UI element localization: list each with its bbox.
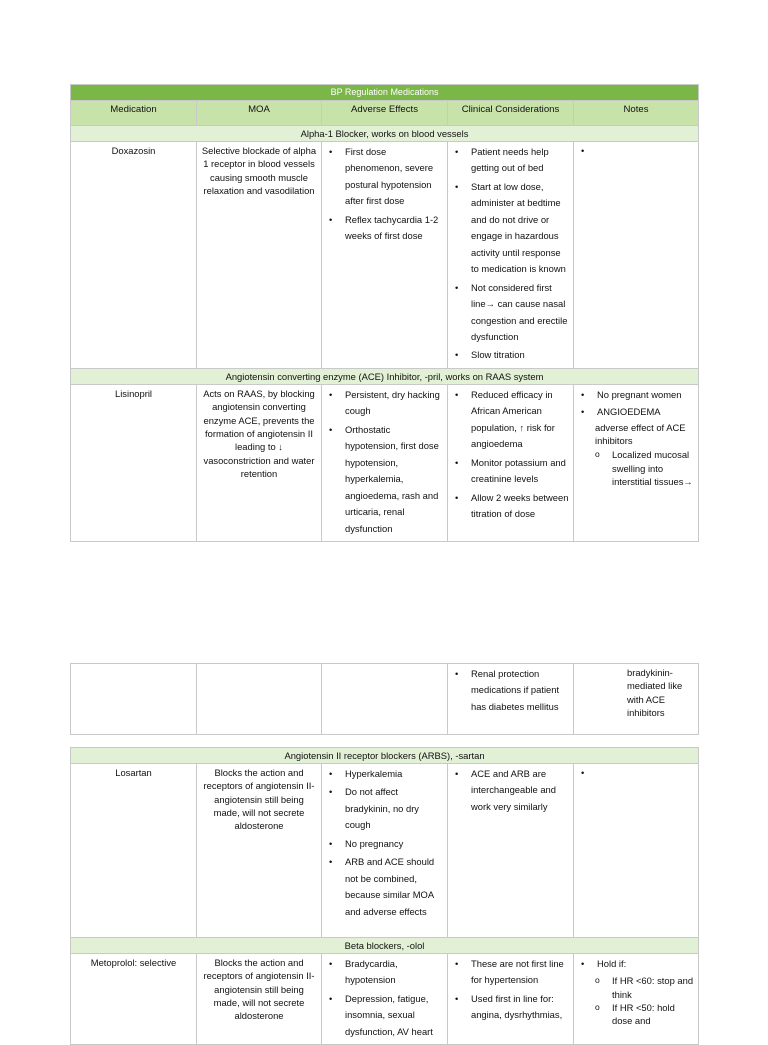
- adverse-item: • Depression, fatigue, insomnia, sexual dysfunction, AV heart: [326, 991, 443, 1040]
- clinical-item: • Used first in line for: angina, dysrhythmias,: [452, 991, 569, 1024]
- clinical-losartan: [448, 764, 574, 938]
- notes-item: [578, 144, 694, 157]
- medications-table-page-1: [70, 84, 699, 542]
- notes-metoprolol: [574, 954, 699, 1045]
- section-arb: Angiotensin II receptor blockers (ARBS), -sartan: [71, 748, 699, 764]
- notes-subitem: o If HR <60: stop and think: [578, 974, 694, 1001]
- adverse-item: • Orthostatic hypotension, first dose hypotension, hyperkalemia, angioedema, rash and urticaria, renal dysfunction: [326, 422, 443, 537]
- moa-continued: [197, 664, 322, 735]
- notes-angioedema-label: ANGIOEDEMA: [597, 406, 661, 418]
- adverse-doxazosin: [322, 142, 448, 369]
- adverse-item: • Persistent, dry hacking cough: [326, 387, 443, 420]
- table-row-doxazosin: [71, 142, 699, 369]
- clinical-item: • Patient needs help getting out of bed: [452, 144, 569, 177]
- notes-continued: [574, 664, 699, 735]
- notes-lisinopril: [574, 384, 699, 541]
- notes-angioedema-detail: adverse effect of ACE inhibitors: [595, 421, 686, 447]
- medication-losartan: Losartan: [71, 764, 197, 938]
- clinical-item: • ACE and ARB are interchangeable and work very similarly: [452, 766, 569, 815]
- adverse-item: • ARB and ACE should not be combined, because similar MOA and adverse effects: [326, 854, 443, 920]
- table-row-lisinopril: [71, 384, 699, 541]
- notes-doxazosin: [574, 142, 699, 369]
- clinical-item: • Monitor potassium and creatinine levels: [452, 455, 569, 488]
- adverse-item: • No pregnancy: [326, 836, 443, 852]
- section-beta-blockers: Beta blockers, -olol: [71, 938, 699, 954]
- clinical-item: • Not considered first line→ can cause nasal congestion and erectile dysfunction: [452, 280, 569, 346]
- notes-subitem: o If HR <50: hold dose and: [578, 1001, 694, 1028]
- medications-table-continued: [70, 663, 699, 735]
- header-notes: Notes: [574, 101, 699, 126]
- adverse-item: • Do not affect bradykinin, no dry cough: [326, 784, 443, 833]
- section-alpha-blocker: Alpha-1 Blocker, works on blood vessels: [71, 126, 699, 142]
- moa-lisinopril: Acts on RAAS, by blocking angiotensin converting enzyme ACE, prevents the formation of angiotensin II leading to ↓ vasoconstriction and water retention: [197, 384, 322, 541]
- table-row-metoprolol: [71, 954, 699, 1045]
- notes-item-angioedema: [578, 405, 694, 418]
- clinical-item: • Allow 2 weeks between titration of dose: [452, 490, 569, 523]
- header-medication: Medication: [71, 101, 197, 126]
- header-adverse-effects: Adverse Effects: [322, 101, 448, 126]
- clinical-item: • Renal protection medications if patient has diabetes mellitus: [452, 666, 569, 715]
- clinical-metoprolol: [448, 954, 574, 1045]
- clinical-lisinopril: [448, 384, 574, 541]
- medication-doxazosin: Doxazosin: [71, 142, 197, 369]
- clinical-doxazosin: [448, 142, 574, 369]
- adverse-item: • First dose phenomenon, severe postural hypotension after first dose: [326, 144, 443, 210]
- clinical-item: • Reduced efficacy in African American population, ↑ risk for angioedema: [452, 387, 569, 453]
- adverse-item: • Hyperkalemia: [326, 766, 443, 782]
- notes-item: • No pregnant women: [578, 387, 694, 403]
- adverse-metoprolol: [322, 954, 448, 1045]
- notes-item: [578, 766, 694, 779]
- clinical-item: • These are not first line for hypertension: [452, 956, 569, 989]
- clinical-item: • Slow titration: [452, 347, 569, 363]
- moa-metoprolol: Blocks the action and receptors of angiotensin II- angiotensin still being made, will not secrete aldosterone: [197, 954, 322, 1045]
- section-ace-inhibitor: Angiotensin converting enzyme (ACE) Inhibitor, -pril, works on RAAS system: [71, 368, 699, 384]
- notes-continued-text: bradykinin-mediated like with ACE inhibitors: [627, 667, 683, 719]
- medication-continued: [71, 664, 197, 735]
- adverse-item: • Bradycardia, hypotension: [326, 956, 443, 989]
- adverse-lisinopril: [322, 384, 448, 541]
- table-row-losartan: [71, 764, 699, 938]
- table-row-lisinopril-continued: [71, 664, 699, 735]
- medication-metoprolol: Metoprolol: selective: [71, 954, 197, 1045]
- table-title: BP Regulation Medications: [71, 85, 699, 101]
- header-moa: MOA: [197, 101, 322, 126]
- moa-doxazosin: Selective blockade of alpha 1 receptor in blood vessels causing smooth muscle relaxation and vasodilation: [197, 142, 322, 369]
- adverse-losartan: [322, 764, 448, 938]
- notes-subitem: o Localized mucosal swelling into interstitial tissues→: [578, 448, 694, 488]
- medications-table-page-2: [70, 747, 699, 1045]
- adverse-continued: [322, 664, 448, 735]
- medication-lisinopril: Lisinopril: [71, 384, 197, 541]
- clinical-item: • Start at low dose, administer at bedtime and do not drive or engage in hazardous activity until response to medication is known: [452, 179, 569, 278]
- adverse-item: • Reflex tachycardia 1-2 weeks of first dose: [326, 212, 443, 245]
- moa-losartan: Blocks the action and receptors of angiotensin II- angiotensin still being made, will not secrete aldosterone: [197, 764, 322, 938]
- notes-losartan: [574, 764, 699, 938]
- clinical-continued: [448, 664, 574, 735]
- header-clinical-considerations: Clinical Considerations: [448, 101, 574, 126]
- notes-item: • Hold if:: [578, 956, 694, 972]
